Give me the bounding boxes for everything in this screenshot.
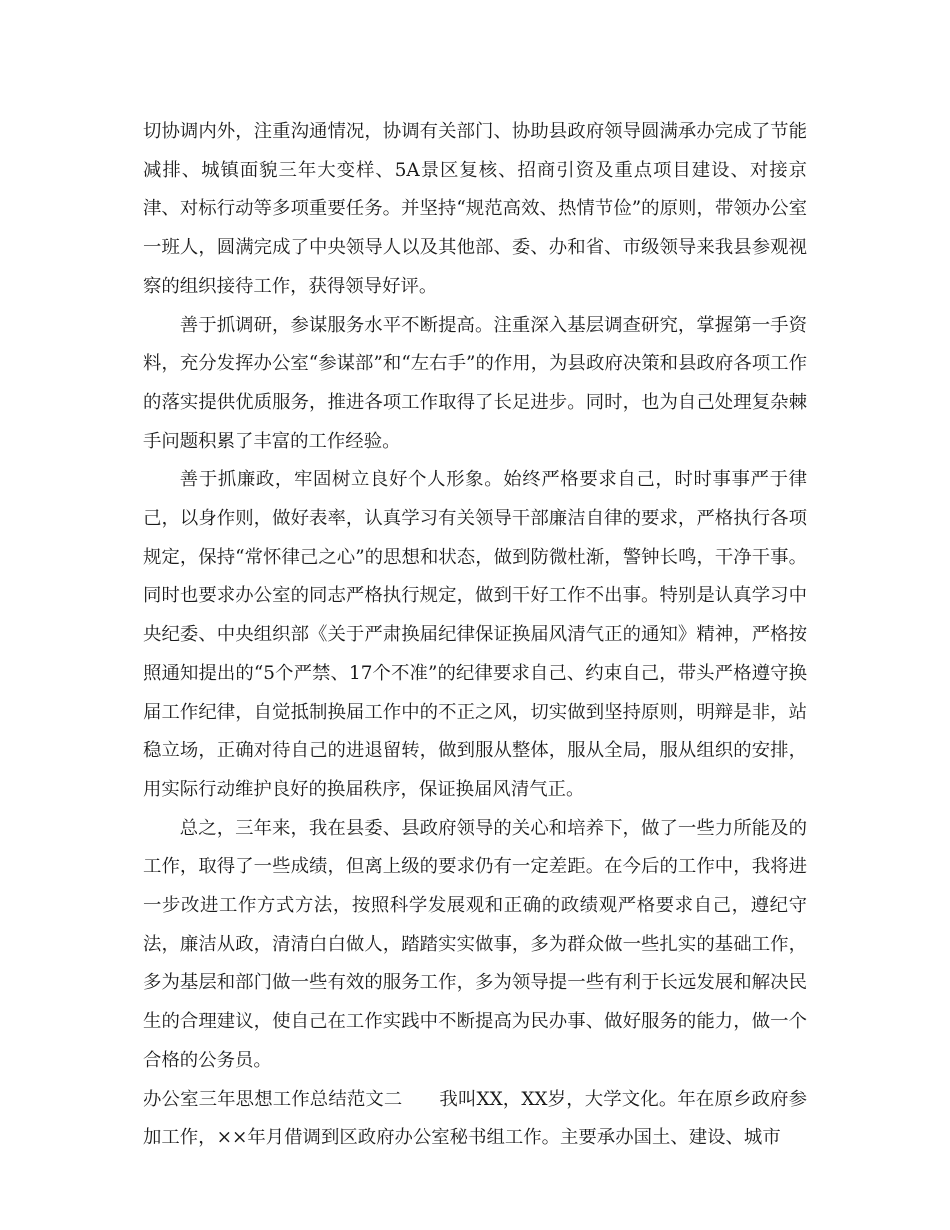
paragraph-integrity: 善于抓廉政，牢固树立良好个人形象。始终严格要求自己，时时事事严于律己，以身作则，做好表率，认真学习有关领导干部廉洁自律的要求，严格执行各项规定，保持“常怀律己之心”的思想和状态，做到防微杜渐，警钟长鸣，干净干事。同时也要求办公室的同志严格执行规定，做到干好工作不出事。特别是认真学习中央纪委、中央组织部《关于严肃换届纪律保证换届风清气正的通知》精神，严格按照通知提出的“5个严禁、17个不准”的纪律要求自己、约束自己，带头严格遵守换届工作纪律，自觉抵制换届工作中的不正之风，切实做到坚持原则，明辩是非，站稳立场，正确对待自己的进退留转，做到服从整体，服从全局，服从组织的安排，用实际行动维护良好的换届秩序，保证换届风清气正。 <box>143 469 807 800</box>
section-title: 办公室三年思想工作总结范文二 <box>143 1088 403 1110</box>
paragraph-conclusion: 总之，三年来，我在县委、县政府领导的关心和培养下，做了一些力所能及的工作，取得了一些成绩，但离上级的要求仍有一定差距。在今后的工作中，我将进一步改进工作方式方法，按照科学发展观和正确的政绩观严格要求自己，遵纪守法，廉洁从政，清清白白做人，踏踏实实做事，多为群众做一些扎实的基础工作，多为基层和部门做一些有效的服务工作，多为领导提一些有利于长远发展和解决民生的合理建议，使自己在工作实践中不断提高为民办事、做好服务的能力，做一个合格的公务员。 <box>143 817 807 1071</box>
document-body <box>143 113 807 1158</box>
paragraph-research: 善于抓调研，参谋服务水平不断提高。注重深入基层调查研究，掌握第一手资料，充分发挥办公室“参谋部”和“左右手”的作用，为县政府决策和县政府各项工作的落实提供优质服务，推进各项工作取得了长足进步。同时，也为自己处理复杂棘手问题积累了丰富的工作经验。 <box>143 314 807 452</box>
section-text: 我叫XX，XX岁，大学文化。年在原乡政府参加工作，××年月借调到区政府办公室秘书组工作。主要承办国土、建设、城市 <box>143 1088 807 1149</box>
paragraph-continuation: 切协调内外，注重沟通情况，协调有关部门、协助县政府领导圆满承办完成了节能减排、城镇面貌三年大变样、5A景区复核、招商引资及重点项目建设、对接京津、对标行动等多项重要任务。并坚持“规范高效、热情节俭”的原则，带领办公室一班人，圆满完成了中央领导人以及其他部、委、办和省、市级领导来我县参观视察的组织接待工作，获得领导好评。 <box>143 121 807 297</box>
section-two <box>143 1081 807 1158</box>
